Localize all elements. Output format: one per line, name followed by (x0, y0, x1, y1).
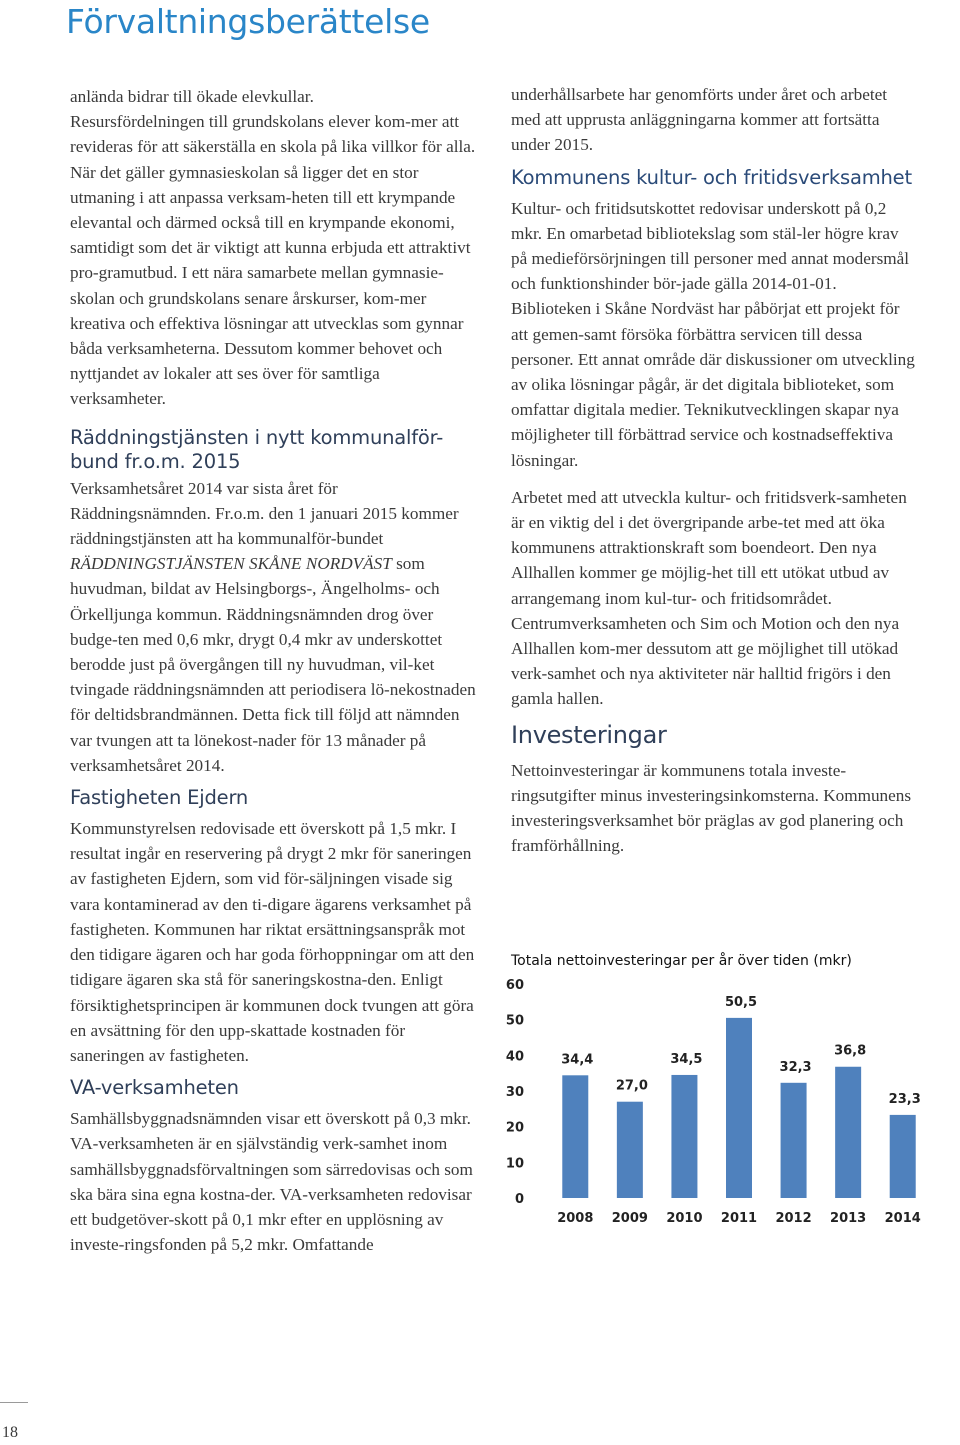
page-number: 18 (2, 1424, 18, 1441)
bar (890, 1115, 916, 1198)
bar (671, 1075, 697, 1198)
y-tick-label: 0 (514, 1192, 524, 1207)
x-tick-label: 2010 (666, 1211, 703, 1226)
section-heading-investeringar: Investeringar (511, 720, 667, 749)
paragraph (70, 476, 478, 778)
paragraph: Arbetet med att utveckla kultur- och fritidsverk-samheten är en viktig del i det övergripande arbe-tet med att öka kommunens attraktionskraft som boendeort. Den nya Allhallen kommer ge möjlig-het till ett utökat utbud av arrangemang inom kul-tur- och fritidsområdet. Centrumverksamheten och Sim och Motion och den nya Allhallen kom-mer dessutom att ge möjlighet till utökad verk-samhet och nya aktiviteter när halltid frigörs i den gamla hallen. (511, 487, 907, 709)
right-column (511, 82, 919, 858)
y-tick-label: 40 (505, 1049, 524, 1065)
x-tick-label: 2012 (775, 1211, 812, 1226)
y-tick-label: 60 (505, 978, 524, 993)
bar (835, 1067, 861, 1198)
x-tick-label: 2011 (720, 1211, 758, 1226)
y-tick-label: 50 (505, 1013, 524, 1029)
paragraph: Samhällsbyggnadsnämnden visar ett överskott på 0,3 mkr. VA-verksamheten är en självständig verk-samhet inom samhällsbyggnadsförvaltningen som särredovisas och som ska bära sina egna kostna-der. VA-verksamheten redovisar ett budgetöver-skott på 0,1 mkr efter en upplösning av investe-ringsfonden på 5,2 mkr. Omfattande (70, 1109, 473, 1255)
section-heading-kultur: Kommunens kultur- och fritidsverksamhet (511, 165, 912, 189)
paragraph: Kultur- och fritidsutskottet redovisar underskott på 0,2 mkr. En omarbetad bibliotekslag som stäl-ler högre krav på medieförsörjningen till personer med annat modersmål och funktionshinder bör-jade gälla 2014-01-01. Biblioteken i Skåne Nordväst har påbörjat ett projekt för att gemen-samt försöka förbättra servicen till dessa personer. Ett annat område där diskussioner om utveckling av olika lösningar pågår, är det digitala biblioteket, som omfattar digitala medier. Teknikutvecklingen skapar nya möjligheter till förbättrad service och kostnadseffektiva lösningar. (511, 198, 915, 470)
y-tick-label: 20 (505, 1120, 524, 1136)
data-label: 23,3 (888, 1091, 921, 1107)
investment-bar-chart (505, 970, 950, 1235)
left-column (70, 84, 478, 1257)
data-label: 50,5 (724, 994, 758, 1010)
paragraph: underhållsarbete har genomförts under året och arbetet med att upprusta anläggningarna kommer att fortsätta under 2015. (511, 85, 888, 155)
bar (617, 1102, 643, 1198)
data-label: 34,5 (670, 1051, 703, 1067)
bar (781, 1083, 807, 1198)
emphasis-org-name: RÄDDNINGSTJÄNSTEN SKÅNE NORDVÄST (70, 554, 392, 574)
y-tick-label: 10 (505, 1156, 524, 1172)
paragraph: Nettoinvesteringar är kommunens totala investe-ringsutgifter minus investeringsinkomsterna. Kommunens investeringsverksamhet bör präglas av god planering och framförhållning. (511, 760, 912, 856)
text-span: Resursfördelningen till grundskolans elever kom-mer att revideras för att säkerställa en skola på lika villkor för alla. (70, 112, 476, 157)
data-label: 32,3 (779, 1059, 812, 1075)
text-span: som huvudman, bildat av Helsingborgs-, Ängelholms- och Örkelljunga kommun. Räddningsnämnden drog över budge-ten med 0,6 mkr, drygt 0,4 mkr av underskottet berodde just på övergången till ny huvudman, vil-ket tvingade räddningsnämnden att periodisera lö-nekostnaden för deltidsbrandmännen. Detta fick till följd att nämnden var tvungen att ta lönekost-nader för 13 månader på verksamhetsåret 2014. (70, 554, 476, 775)
x-tick-label: 2013 (830, 1211, 867, 1226)
text-span: När det gäller gymnasieskolan så ligger det en stor utmaning i att anpassa verksam-heten till ett krympande elevantal och därmed också till en krympande ekonomi, samtidigt som det är viktigt att kunna erbjuda ett attraktivt pro-gramutbud. (70, 162, 471, 283)
text-span: Verksamhetsåret 2014 var sista året för Räddningsnämnden. Fr.o.m. den 1 januari 2015 kommer räddningstjänsten att ha kommunalför-bundet (70, 478, 459, 549)
paragraph: anlända bidrar till ökade elevkullar. (70, 87, 314, 106)
bar (726, 1018, 752, 1198)
x-tick-label: 2008 (557, 1211, 594, 1226)
y-tick-label: 30 (505, 1085, 524, 1100)
x-tick-label: 2009 (611, 1211, 648, 1226)
section-heading-raddning: Räddningstjänsten i nytt kommunalför-bund fr.o.m. 2015 (70, 425, 444, 473)
bar (562, 1075, 588, 1198)
x-tick-label: 2014 (884, 1211, 921, 1226)
data-label: 36,8 (834, 1043, 867, 1059)
page-title: Förvaltningsberättelse (66, 2, 430, 41)
paragraph (70, 109, 478, 411)
section-heading-ejdern: Fastigheten Ejdern (70, 786, 249, 810)
paragraph: Kommunstyrelsen redovisade ett överskott på 1,5 mkr. I resultat ingår en reservering på drygt 2 mkr för saneringen av fastigheten Ejdern, som vid för-säljningen visade sig vara kontaminerad av den ti-digare ägarens verksamhet på fastigheten. Kommunen har riktat ersättningsanspråk mot den tidigare ägaren och har goda förhoppningar om att den tidigare ägaren ska stå för saneringskostna-den. Enligt försiktighetsprincipen är kommunen dock tvungen att göra en avsättning för den upp-skattade kostnaden för saneringen av fastigheten. (70, 819, 475, 1065)
text-span: I ett nära samarbete mellan gymnasie-skolan och grundskolans senare årskurser, kom-mer kreativa och effektiva lösningar att utvecklas som gynnar båda verksamheterna. Dessutom kommer behovet och nyttjandet av lokaler att ses över för samtliga verksamheter. (70, 263, 464, 409)
chart-caption: Totala nettoinvesteringar per år över tiden (mkr) (511, 953, 852, 969)
data-label: 27,0 (615, 1078, 648, 1094)
section-heading-va: VA-verksamheten (70, 1076, 239, 1100)
data-label: 34,4 (561, 1052, 594, 1068)
page-number-rule (0, 1402, 28, 1403)
